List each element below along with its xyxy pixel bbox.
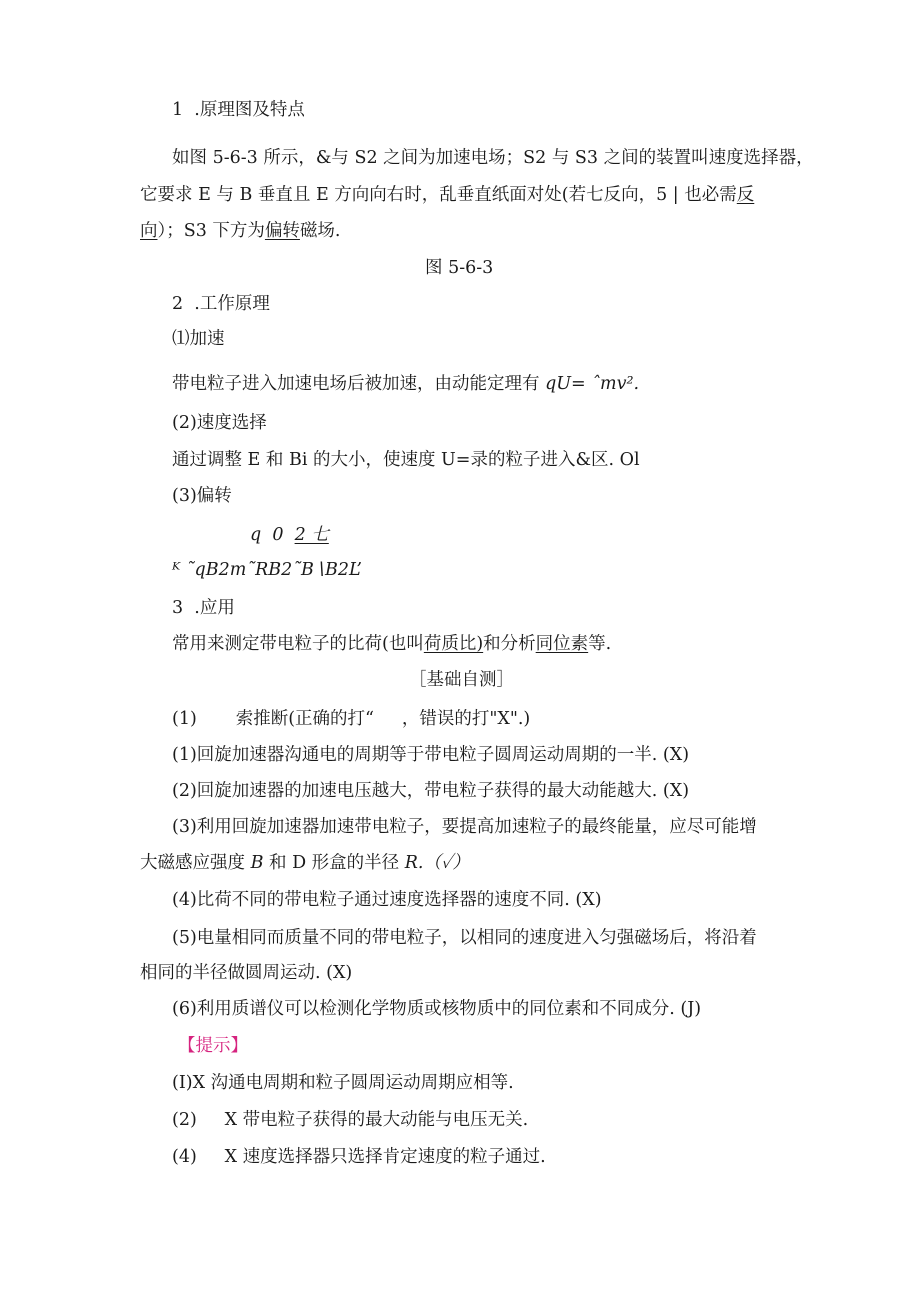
check-mark-answer: （✓） xyxy=(423,853,470,873)
question-5-line-2: 相同的半径做圆周运动. (X) xyxy=(140,963,353,983)
hint-label: 【提示】 xyxy=(178,1036,248,1056)
formula-underlined-part: 2 七 xyxy=(294,525,329,545)
figure-caption: 图 5-6-3 xyxy=(425,258,494,278)
underlined-term: 同位素 xyxy=(535,634,589,654)
self-test-heading: ［基础自测］ xyxy=(409,670,514,690)
question-3-text: 和 D 形盒的半径 xyxy=(263,853,405,873)
paragraph-1-line-2-text: 它要求 E 与 B 垂直且 E 方向向右时，乱垂直纸面对处(若七反向，5 | 也必需 xyxy=(140,185,737,205)
question-3-line-2 xyxy=(140,851,470,875)
section-3-heading: 3 .应用 xyxy=(172,598,235,618)
subsection-acceleration: ⑴加速 xyxy=(172,329,225,349)
underlined-term: 荷质比) xyxy=(423,634,484,654)
section-2-heading: 2 .工作原理 xyxy=(172,294,270,314)
application-text-part: 常用来测定带电粒子的比荷(也叫 xyxy=(172,634,424,654)
formula-line-1 xyxy=(250,523,329,547)
question-4: (4)比荷不同的带电粒子通过速度选择器的速度不同. (X) xyxy=(172,890,602,910)
paragraph-1-line-3 xyxy=(140,219,341,243)
application-text xyxy=(172,632,611,656)
section-1-heading: 1 .原理图及特点 xyxy=(172,100,305,120)
acceleration-sentence: 带电粒子进入加速电场后被加速，由动能定理有 xyxy=(172,374,540,394)
question-2: (2)回旋加速器的加速电压越大，带电粒子获得的最大动能越大. (X) xyxy=(172,781,690,801)
acceleration-text xyxy=(172,372,639,396)
subsection-velocity-selection: (2)速度选择 xyxy=(172,413,267,433)
answer-2: (2) X 带电粒子获得的最大动能与电压无关. xyxy=(172,1110,529,1130)
symbol-R: R. xyxy=(404,853,424,873)
question-1: (1)回旋加速器沟通电的周期等于带电粒子圆周运动周期的一半. (X) xyxy=(172,745,690,765)
velocity-selection-text: 通过调整 E 和 Bi 的大小，使速度 U=录的粒子进入&区. Ol xyxy=(172,450,640,470)
underlined-word: 反 xyxy=(736,185,755,205)
paragraph-1-line-2 xyxy=(140,183,754,207)
symbol-B: B xyxy=(250,853,264,873)
underlined-word: 向 xyxy=(140,221,158,241)
paragraph-1-line-1: 如图 5-6-3 所示，&与 S2 之间为加速电场；S2 与 S3 之间的装置叫速度选择器， xyxy=(172,148,814,168)
paragraph-1-line-3-text: ）；S3 下方为 xyxy=(157,221,265,241)
application-text-part: 等. xyxy=(588,634,612,654)
question-3-text: 大磁感应强度 xyxy=(140,853,251,873)
answer-4: (4) X 速度选择器只选择肯定速度的粒子通过. xyxy=(172,1147,546,1167)
application-text-part: 和分析 xyxy=(483,634,536,654)
formula-line-2: ᴷ ˜qB2m˜RB2˜B∖B2L’ xyxy=(172,560,362,580)
paragraph-1-line-3-end: 磁场. xyxy=(299,221,341,241)
formula-part: q 0 xyxy=(250,525,295,545)
subsection-deflection: (3)偏转 xyxy=(172,486,232,506)
underlined-word: 偏转 xyxy=(264,221,300,241)
answer-1: (I)X 沟通电周期和粒子圆周运动周期应相等. xyxy=(172,1073,514,1093)
question-6: (6)利用质谱仪可以检测化学物质或核物质中的同位素和不同成分. (J) xyxy=(172,999,702,1019)
question-5-line-1: (5)电量相同而质量不同的带电粒子，以相同的速度进入匀强磁场后，将沿着 xyxy=(172,928,757,948)
question-intro: (1) 索推断(正确的打“ ，错误的打"X".) xyxy=(172,709,531,729)
question-3-line-1: (3)利用回旋加速器加速带电粒子，要提高加速粒子的最终能量，应尽可能增 xyxy=(172,817,757,837)
kinetic-energy-formula: qU= ˆmv². xyxy=(539,374,640,394)
